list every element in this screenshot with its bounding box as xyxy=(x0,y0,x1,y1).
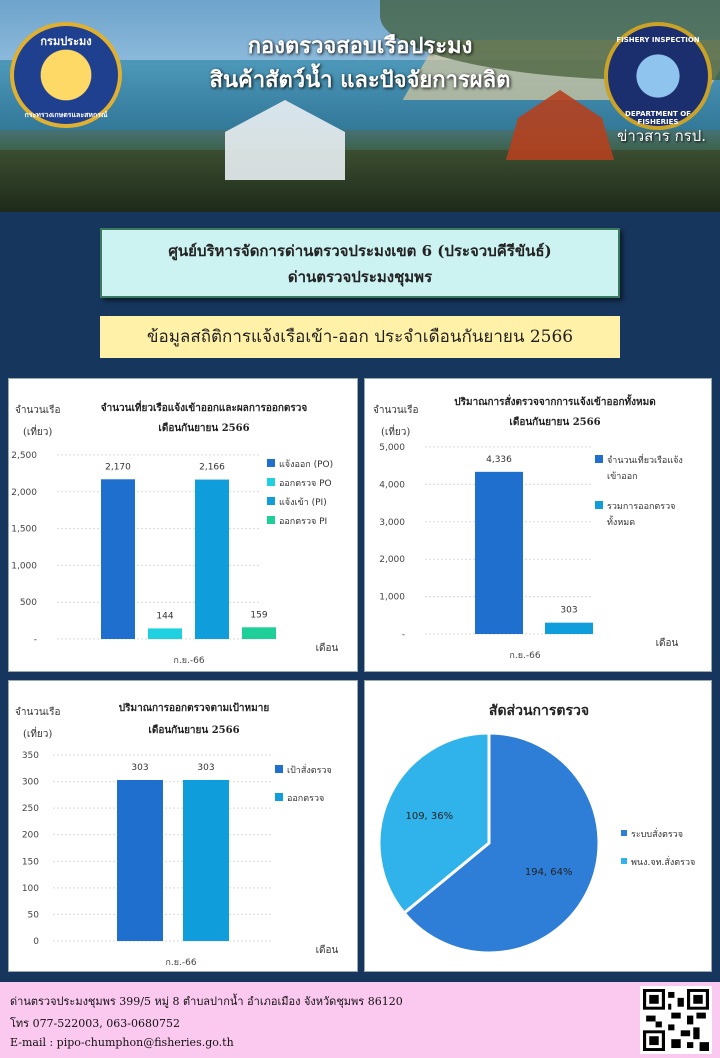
chart1-x-tick-label: ก.ย.-66 xyxy=(173,656,205,666)
chart3-legend-label: ออกตรวจ xyxy=(287,794,325,804)
chart-panel-4 xyxy=(364,680,712,972)
chart3-legend-label: เป้าสั่งตรวจ xyxy=(287,766,332,776)
chart4-legend-label: พนง.จท.สั่งตรวจ xyxy=(631,858,696,868)
chart3-ylabel-line2: (เที่ยว) xyxy=(23,729,53,740)
chart1-legend-swatch xyxy=(267,516,275,524)
chart4-legend-label: ระบบสั่งตรวจ xyxy=(631,830,683,840)
chart3-y-tick-label: 250 xyxy=(21,804,39,815)
chart2-legend-label: จำนวนเที่ยวเรือแจ้ง xyxy=(607,456,683,466)
chart2-legend-label: รวมการออกตรวจ xyxy=(607,502,676,512)
chart2-y-tick-label: 2,000 xyxy=(379,555,405,566)
center-title-box xyxy=(100,228,620,298)
chart4-svg xyxy=(365,681,713,973)
banner-title-line2: สินค้าสัตว์น้ำ และปัจจัยการผลิต xyxy=(209,67,511,93)
banner-title-line1: กองตรวจสอบเรือประมง xyxy=(247,33,473,59)
chart1-svg xyxy=(9,379,359,673)
footer-email: E-mail : pipo-chumphon@fisheries.go.th xyxy=(10,1036,234,1049)
chart1-x-axis-label: เดือน xyxy=(315,643,339,654)
logo-left-top-text: กรมประมง xyxy=(40,35,92,48)
chart3-title: ปริมาณการออกตรวจตามเป้าหมาย xyxy=(118,703,270,714)
chart1-data-label: 2,166 xyxy=(199,462,225,473)
chart1-legend-label: ออกตรวจ PI xyxy=(279,517,328,527)
chart1-bar xyxy=(101,479,135,639)
chart4-title: สัดส่วนการตรวจ xyxy=(488,703,590,719)
chart1-legend-label: แจ้งออก (PO) xyxy=(279,460,334,470)
chart2-ylabel-line1: จำนวนเรือ xyxy=(373,405,419,416)
chart3-y-tick-label: 200 xyxy=(21,830,39,841)
chart4-slice-label: 194, 64% xyxy=(524,867,573,879)
chart2-ylabel-line2: (เที่ยว) xyxy=(381,427,411,438)
chart2-bar xyxy=(545,623,593,634)
chart3-y-tick-label: 50 xyxy=(27,910,39,921)
footer-phone: โทร 077-522003, 063-0680752 xyxy=(10,1017,180,1030)
chart1-data-label: 144 xyxy=(156,611,174,622)
chart3-data-label: 303 xyxy=(131,762,149,773)
chart1-y-tick-label: 1,000 xyxy=(11,561,37,572)
chart3-x-axis-label: เดือน xyxy=(315,945,339,956)
chart1-y-tick-label: 1,500 xyxy=(11,524,37,535)
chart4-slice-label: 109, 36% xyxy=(405,810,454,822)
department-of-fisheries-logo xyxy=(10,22,122,128)
chart1-ylabel-line1: จำนวนเรือ xyxy=(15,405,61,416)
chart-panel-1 xyxy=(8,378,358,672)
chart3-y-tick-label: 0 xyxy=(33,937,39,947)
chart1-ylabel-line2: (เที่ยว) xyxy=(23,427,53,438)
chart3-legend-swatch xyxy=(275,765,283,773)
chart2-y-tick-label: 5,000 xyxy=(379,443,405,453)
chart2-bar xyxy=(475,472,523,634)
chart2-legend-label: ทั้งหมด xyxy=(607,518,636,528)
chart1-legend-swatch xyxy=(267,478,275,486)
chart1-bar xyxy=(195,480,229,639)
chart2-svg xyxy=(365,379,713,673)
chart3-y-tick-label: 150 xyxy=(21,857,39,868)
chart3-ylabel-line1: จำนวนเรือ xyxy=(15,707,61,718)
chart2-x-tick-label: ก.ย.-66 xyxy=(509,651,541,661)
chart2-data-label: 303 xyxy=(560,605,578,616)
chart2-y-tick-label: 3,000 xyxy=(379,517,405,528)
chart1-y-tick-label: 2,500 xyxy=(11,451,37,461)
chart1-bar xyxy=(242,627,276,639)
chart3-x-tick-label: ก.ย.-66 xyxy=(165,958,197,968)
chart-panel-3 xyxy=(8,680,358,972)
fishery-inspection-logo xyxy=(604,22,712,130)
logo-right-bottom-text: DEPARTMENT OF FISHERIES xyxy=(625,110,691,126)
chart2-legend-swatch xyxy=(595,455,603,463)
center-title-line1: ศูนย์บริหารจัดการด่านตรวจประมงเขต 6 (ประจวบคีรีขันธ์) xyxy=(168,242,552,260)
statistics-title: ข้อมูลสถิติการแจ้งเรือเข้า-ออก ประจำเดือนกันยายน 2566 xyxy=(100,316,620,358)
chart3-svg xyxy=(9,681,359,973)
logo-right-top-text: FISHERY INSPECTION xyxy=(616,36,700,44)
chart3-data-label: 303 xyxy=(197,762,215,773)
chart1-legend-label: ออกตรวจ PO xyxy=(279,479,332,489)
chart1-y-tick-label: - xyxy=(33,635,37,645)
chart4-legend-swatch xyxy=(621,858,627,864)
chart2-x-axis-label: เดือน xyxy=(655,638,679,649)
qr-code[interactable] xyxy=(640,986,712,1054)
header-banner xyxy=(0,0,720,212)
chart3-bar xyxy=(183,780,229,941)
chart2-y-tick-label: 1,000 xyxy=(379,592,405,603)
chart1-data-label: 159 xyxy=(250,610,268,621)
chart2-y-tick-label: - xyxy=(401,630,405,640)
chart1-data-label: 2,170 xyxy=(105,462,131,473)
news-tag: ข่าวสาร กรป. xyxy=(617,127,706,145)
chart1-y-tick-label: 500 xyxy=(19,598,37,609)
center-title-line2: ด่านตรวจประมงชุมพร xyxy=(287,268,433,286)
qr-code-icon xyxy=(643,989,709,1051)
chart2-y-tick-label: 4,000 xyxy=(379,480,405,491)
chart2-title: ปริมาณการสั่งตรวจจากการแจ้งเข้าออกทั้งหมด xyxy=(454,397,656,408)
chart3-legend-swatch xyxy=(275,793,283,801)
chart3-y-tick-label: 100 xyxy=(21,883,39,894)
chart3-bar xyxy=(117,780,163,941)
chart1-legend-swatch xyxy=(267,459,275,467)
chart3-y-tick-label: 300 xyxy=(21,777,39,788)
logo-left-bottom-text: กระทรวงเกษตรและสหกรณ์ xyxy=(24,111,108,119)
footer xyxy=(0,982,720,1058)
chart2-data-label: 4,336 xyxy=(486,454,512,465)
chart1-bar xyxy=(148,628,182,639)
chart3-y-tick-label: 350 xyxy=(21,751,39,761)
chart1-title: จำนวนเที่ยวเรือแจ้งเข้าออกและผลการออกตรวจ xyxy=(100,403,308,414)
chart4-legend-swatch xyxy=(621,830,627,836)
chart1-legend-swatch xyxy=(267,497,275,505)
chart2-legend-swatch xyxy=(595,501,603,509)
chart2-subtitle: เดือนกันยายน 2566 xyxy=(509,417,601,428)
chart1-legend-label: แจ้งเข้า (PI) xyxy=(279,498,327,508)
footer-address: ด่านตรวจประมงชุมพร 399/5 หมู่ 8 ตำบลปากน้ำ อำเภอเมือง จังหวัดชุมพร 86120 xyxy=(10,995,403,1008)
chart1-subtitle: เดือนกันยายน 2566 xyxy=(158,423,250,434)
chart-panel-2 xyxy=(364,378,712,672)
chart1-y-tick-label: 2,000 xyxy=(11,487,37,498)
chart3-subtitle: เดือนกันยายน 2566 xyxy=(148,725,240,736)
chart2-legend-label: เข้าออก xyxy=(607,472,638,482)
